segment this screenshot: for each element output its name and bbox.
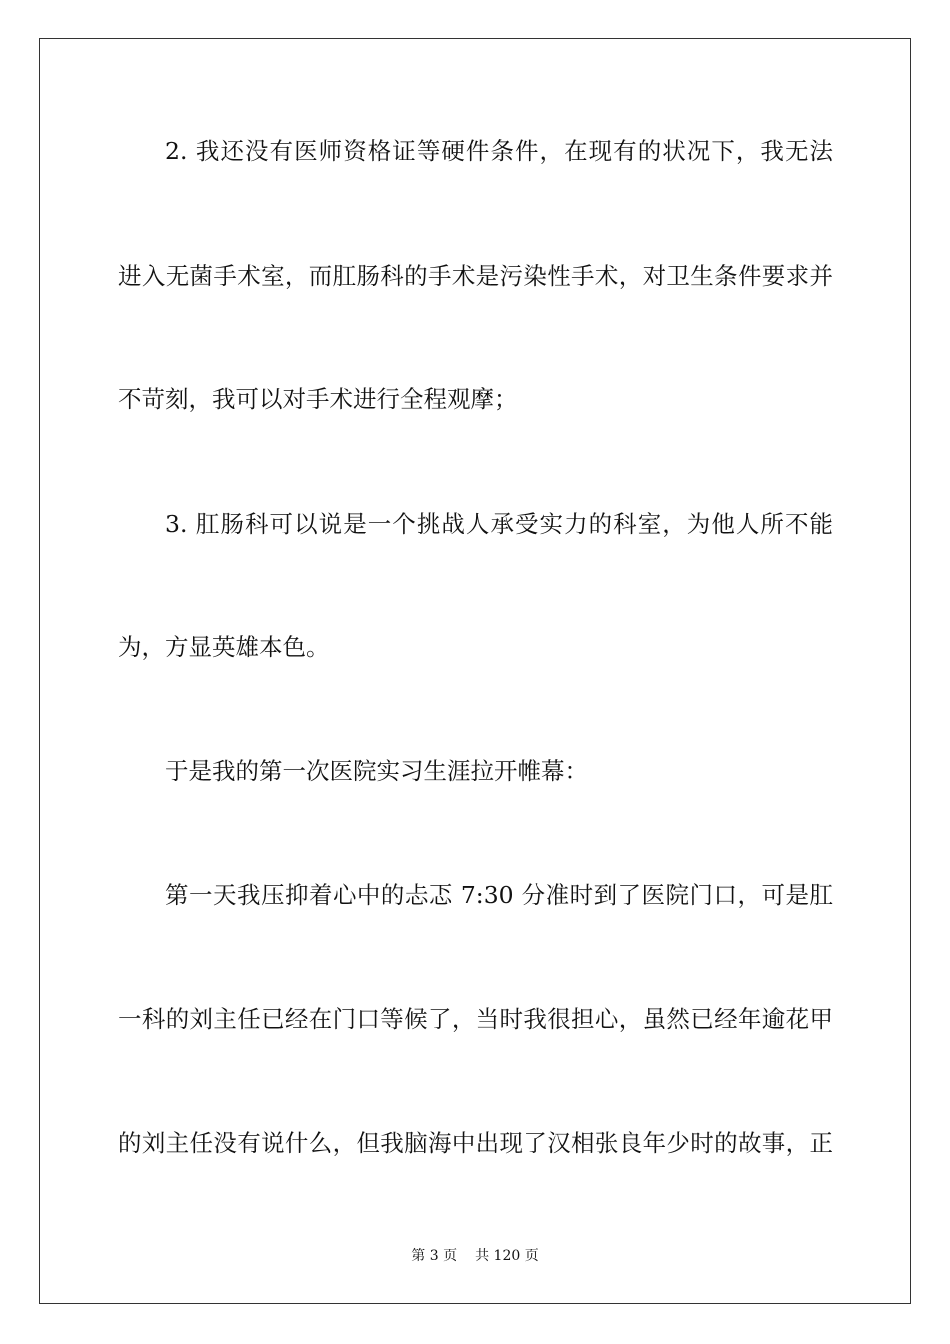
paragraph-line: 一科的刘主任已经在门口等候了，当时我很担心，虽然已经年逾花甲 (118, 1005, 833, 1033)
paragraph-line: 2. 我还没有医师资格证等硬件条件，在现有的状况下，我无法 (165, 137, 833, 165)
paragraph-line: 为，方显英雄本色。 (118, 633, 330, 661)
paragraph-line: 3. 肛肠科可以说是一个挑战人承受实力的科室，为他人所不能 (165, 510, 833, 538)
paragraph-line: 进入无菌手术室，而肛肠科的手术是污染性手术，对卫生条件要求并 (118, 262, 833, 290)
paragraph-line: 的刘主任没有说什么，但我脑海中出现了汉相张良年少时的故事，正 (118, 1129, 833, 1157)
page-border (39, 38, 911, 1304)
paragraph-line: 不苛刻，我可以对手术进行全程观摩； (118, 385, 518, 413)
page-number: 第 3 页 (411, 1248, 458, 1264)
total-pages: 共 120 页 (475, 1248, 539, 1264)
page-footer (0, 1246, 950, 1266)
paragraph-line: 于是我的第一次医院实习生涯拉开帷幕： (165, 757, 588, 785)
paragraph-line: 第一天我压抑着心中的忐忑 7:30 分准时到了医院门口，可是肛 (165, 881, 833, 909)
